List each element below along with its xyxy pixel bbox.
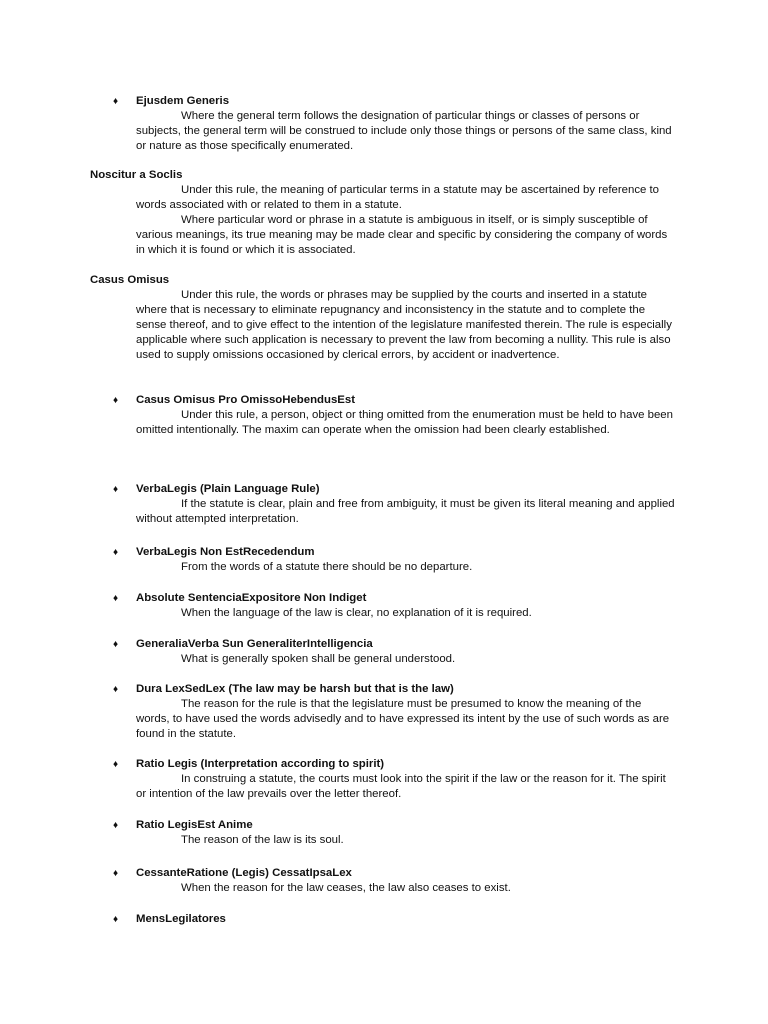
entry-heading: Ratio Legis (Interpretation according to spirit) xyxy=(136,758,385,770)
entry-body xyxy=(136,408,676,438)
entry-paragraph: Where the general term follows the designation of particular things or classes of persons or subjects, the general term will be construed to include only those things or persons of the same class, kind or nature as those specifically enumerated. xyxy=(136,110,672,152)
entry-body xyxy=(136,606,676,621)
entry-heading: Dura LexSedLex (The law may be harsh but that is the law) xyxy=(136,683,454,695)
entry-paragraph: Under this rule, the meaning of particular terms in a statute may be ascertained by reference to words associated with or related to them in a statute. xyxy=(136,184,660,211)
entry-body xyxy=(136,560,676,575)
entry-body xyxy=(136,697,676,742)
entry-body xyxy=(136,288,676,363)
entry-paragraph: What is generally spoken shall be general understood. xyxy=(181,653,456,665)
entry-body xyxy=(136,833,676,848)
diamond-bullet-icon: ♦ xyxy=(113,484,119,495)
entry-paragraph: Under this rule, a person, object or thing omitted from the enumeration must be held to have been omitted intentionally. The maxim can operate when the omission had been clearly established. xyxy=(136,409,673,436)
entry-heading: Ratio LegisEst Anime xyxy=(136,819,253,831)
entry-paragraph: The reason of the law is its soul. xyxy=(181,834,344,846)
entry-heading: Noscitur a Soclis xyxy=(90,169,183,181)
entry-paragraph: When the reason for the law ceases, the law also ceases to exist. xyxy=(181,882,511,894)
entry-paragraph: When the language of the law is clear, no explanation of it is required. xyxy=(181,607,532,619)
entry-paragraph: Where particular word or phrase in a statute is ambiguous in itself, or is simply susceptible of various meanings, its true meaning may be made clear and specific by considering the company of words in which it is found or which it is associated. xyxy=(136,214,668,256)
entry-body xyxy=(136,652,676,667)
diamond-bullet-icon: ♦ xyxy=(113,593,119,604)
diamond-bullet-icon: ♦ xyxy=(113,547,119,558)
diamond-bullet-icon: ♦ xyxy=(113,684,119,695)
entry-heading: VerbaLegis Non EstRecedendum xyxy=(136,546,315,558)
entry-paragraph: In construing a statute, the courts must look into the spirit if the law or the reason for it. The spirit or intention of the law prevails over the letter thereof. xyxy=(136,773,666,800)
entry-body xyxy=(136,109,676,154)
diamond-bullet-icon: ♦ xyxy=(113,914,119,925)
entry-heading: CessanteRatione (Legis) CessatIpsaLex xyxy=(136,867,352,879)
entry-paragraph: If the statute is clear, plain and free from ambiguity, it must be given its literal meaning and applied without attempted interpretation. xyxy=(136,498,675,525)
entry-paragraph: From the words of a statute there should be no departure. xyxy=(181,561,473,573)
diamond-bullet-icon: ♦ xyxy=(113,639,119,650)
entry-heading: Casus Omisus Pro OmissoHebendusEst xyxy=(136,394,356,406)
entry-body xyxy=(136,497,676,527)
entry-body xyxy=(136,772,676,802)
entry-heading: Absolute SentenciaExpositore Non Indiget xyxy=(136,592,367,604)
entry-heading: Ejusdem Generis xyxy=(136,95,230,107)
entry-heading: MensLegilatores xyxy=(136,913,226,925)
entry-body xyxy=(136,881,676,896)
diamond-bullet-icon: ♦ xyxy=(113,820,119,831)
entry-heading: Casus Omisus xyxy=(90,274,170,286)
diamond-bullet-icon: ♦ xyxy=(113,759,119,770)
diamond-bullet-icon: ♦ xyxy=(113,395,119,406)
diamond-bullet-icon: ♦ xyxy=(113,868,119,879)
entry-paragraph: The reason for the rule is that the legislature must be presumed to know the meaning of the words, to have used the words advisedly and to have expressed its intent by the use of such words as are found in the statute. xyxy=(136,698,670,740)
entry-heading: GeneraliaVerba Sun GeneraliterIntelligencia xyxy=(136,638,373,650)
entry-body xyxy=(136,183,676,258)
diamond-bullet-icon: ♦ xyxy=(113,96,119,107)
entry-heading: VerbaLegis (Plain Language Rule) xyxy=(136,483,320,495)
entry-paragraph: Under this rule, the words or phrases may be supplied by the courts and inserted in a statute where that is necessary to eliminate repugnancy and inconsistency in the statute and to complete the sense thereof, and to give effect to the intention of the legislature manifested therein. The rule is especially applicable where such application is necessary to prevent the law from becoming a nullity. This rule is also used to supply omissions occasioned by clerical errors, by accident or inadvertence. xyxy=(136,289,672,361)
